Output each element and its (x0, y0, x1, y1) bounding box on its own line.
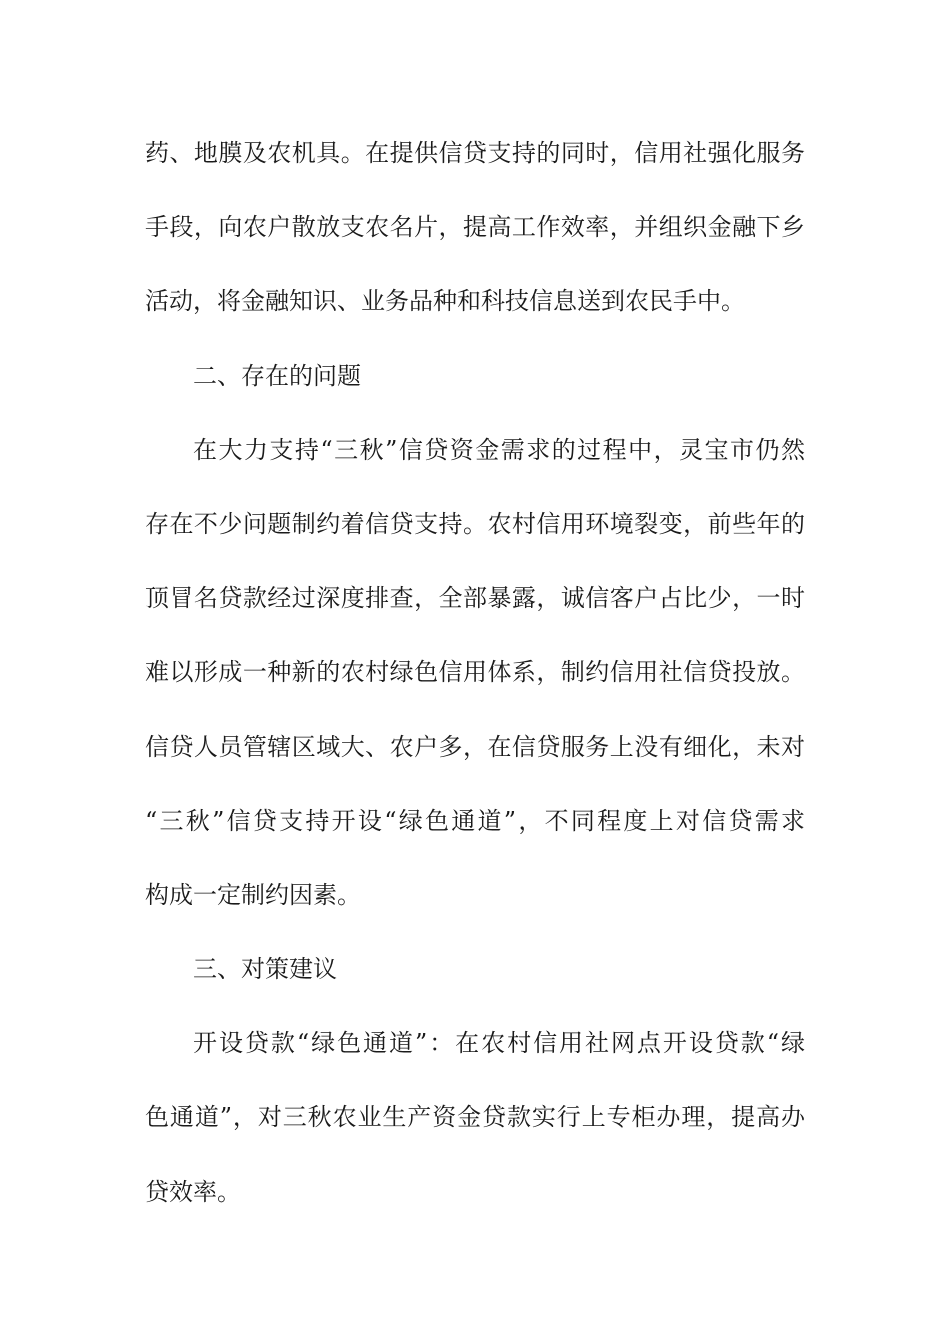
paragraph-line: 开设贷款“绿色通道”：在农村信用社网点开设贷款“绿 (193, 1029, 805, 1058)
paragraph-line: 药、地膜及农机具。在提供信贷支持的同时，信用社强化服务 (145, 139, 805, 167)
paragraph-line: 活动，将金融知识、业务品种和科技信息送到农民手中。 (145, 287, 745, 316)
paragraph-line: 在大力支持“三秋”信贷资金需求的过程中，灵宝市仍然 (193, 435, 805, 464)
paragraph-line: 贷效率。 (145, 1177, 241, 1206)
paragraph-line: 难以形成一种新的农村绿色信用体系，制约信用社信贷投放。 (145, 658, 805, 687)
paragraph-line: “三秋”信贷支持开设“绿色通道”，不同程度上对信贷需求 (145, 806, 805, 835)
paragraph-line: 构成一定制约因素。 (145, 880, 361, 909)
section-heading-problems: 二、存在的问题 (193, 361, 361, 390)
section-heading-suggestions: 三、对策建议 (193, 955, 337, 984)
paragraph-line: 信贷人员管辖区域大、农户多，在信贷服务上没有细化，未对 (145, 732, 805, 761)
paragraph-line: 存在不少问题制约着信贷支持。农村信用环境裂变，前些年的 (145, 509, 805, 538)
document-body (145, 128, 805, 1241)
paragraph-line: 顶冒名贷款经过深度排查，全部暴露，诚信客户占比少，一时 (145, 584, 805, 613)
paragraph-line: 手段，向农户散放支农名片，提高工作效率，并组织金融下乡 (145, 213, 805, 242)
paragraph-line: 色通道”，对三秋农业生产资金贷款实行上专柜办理，提高办 (145, 1103, 805, 1132)
